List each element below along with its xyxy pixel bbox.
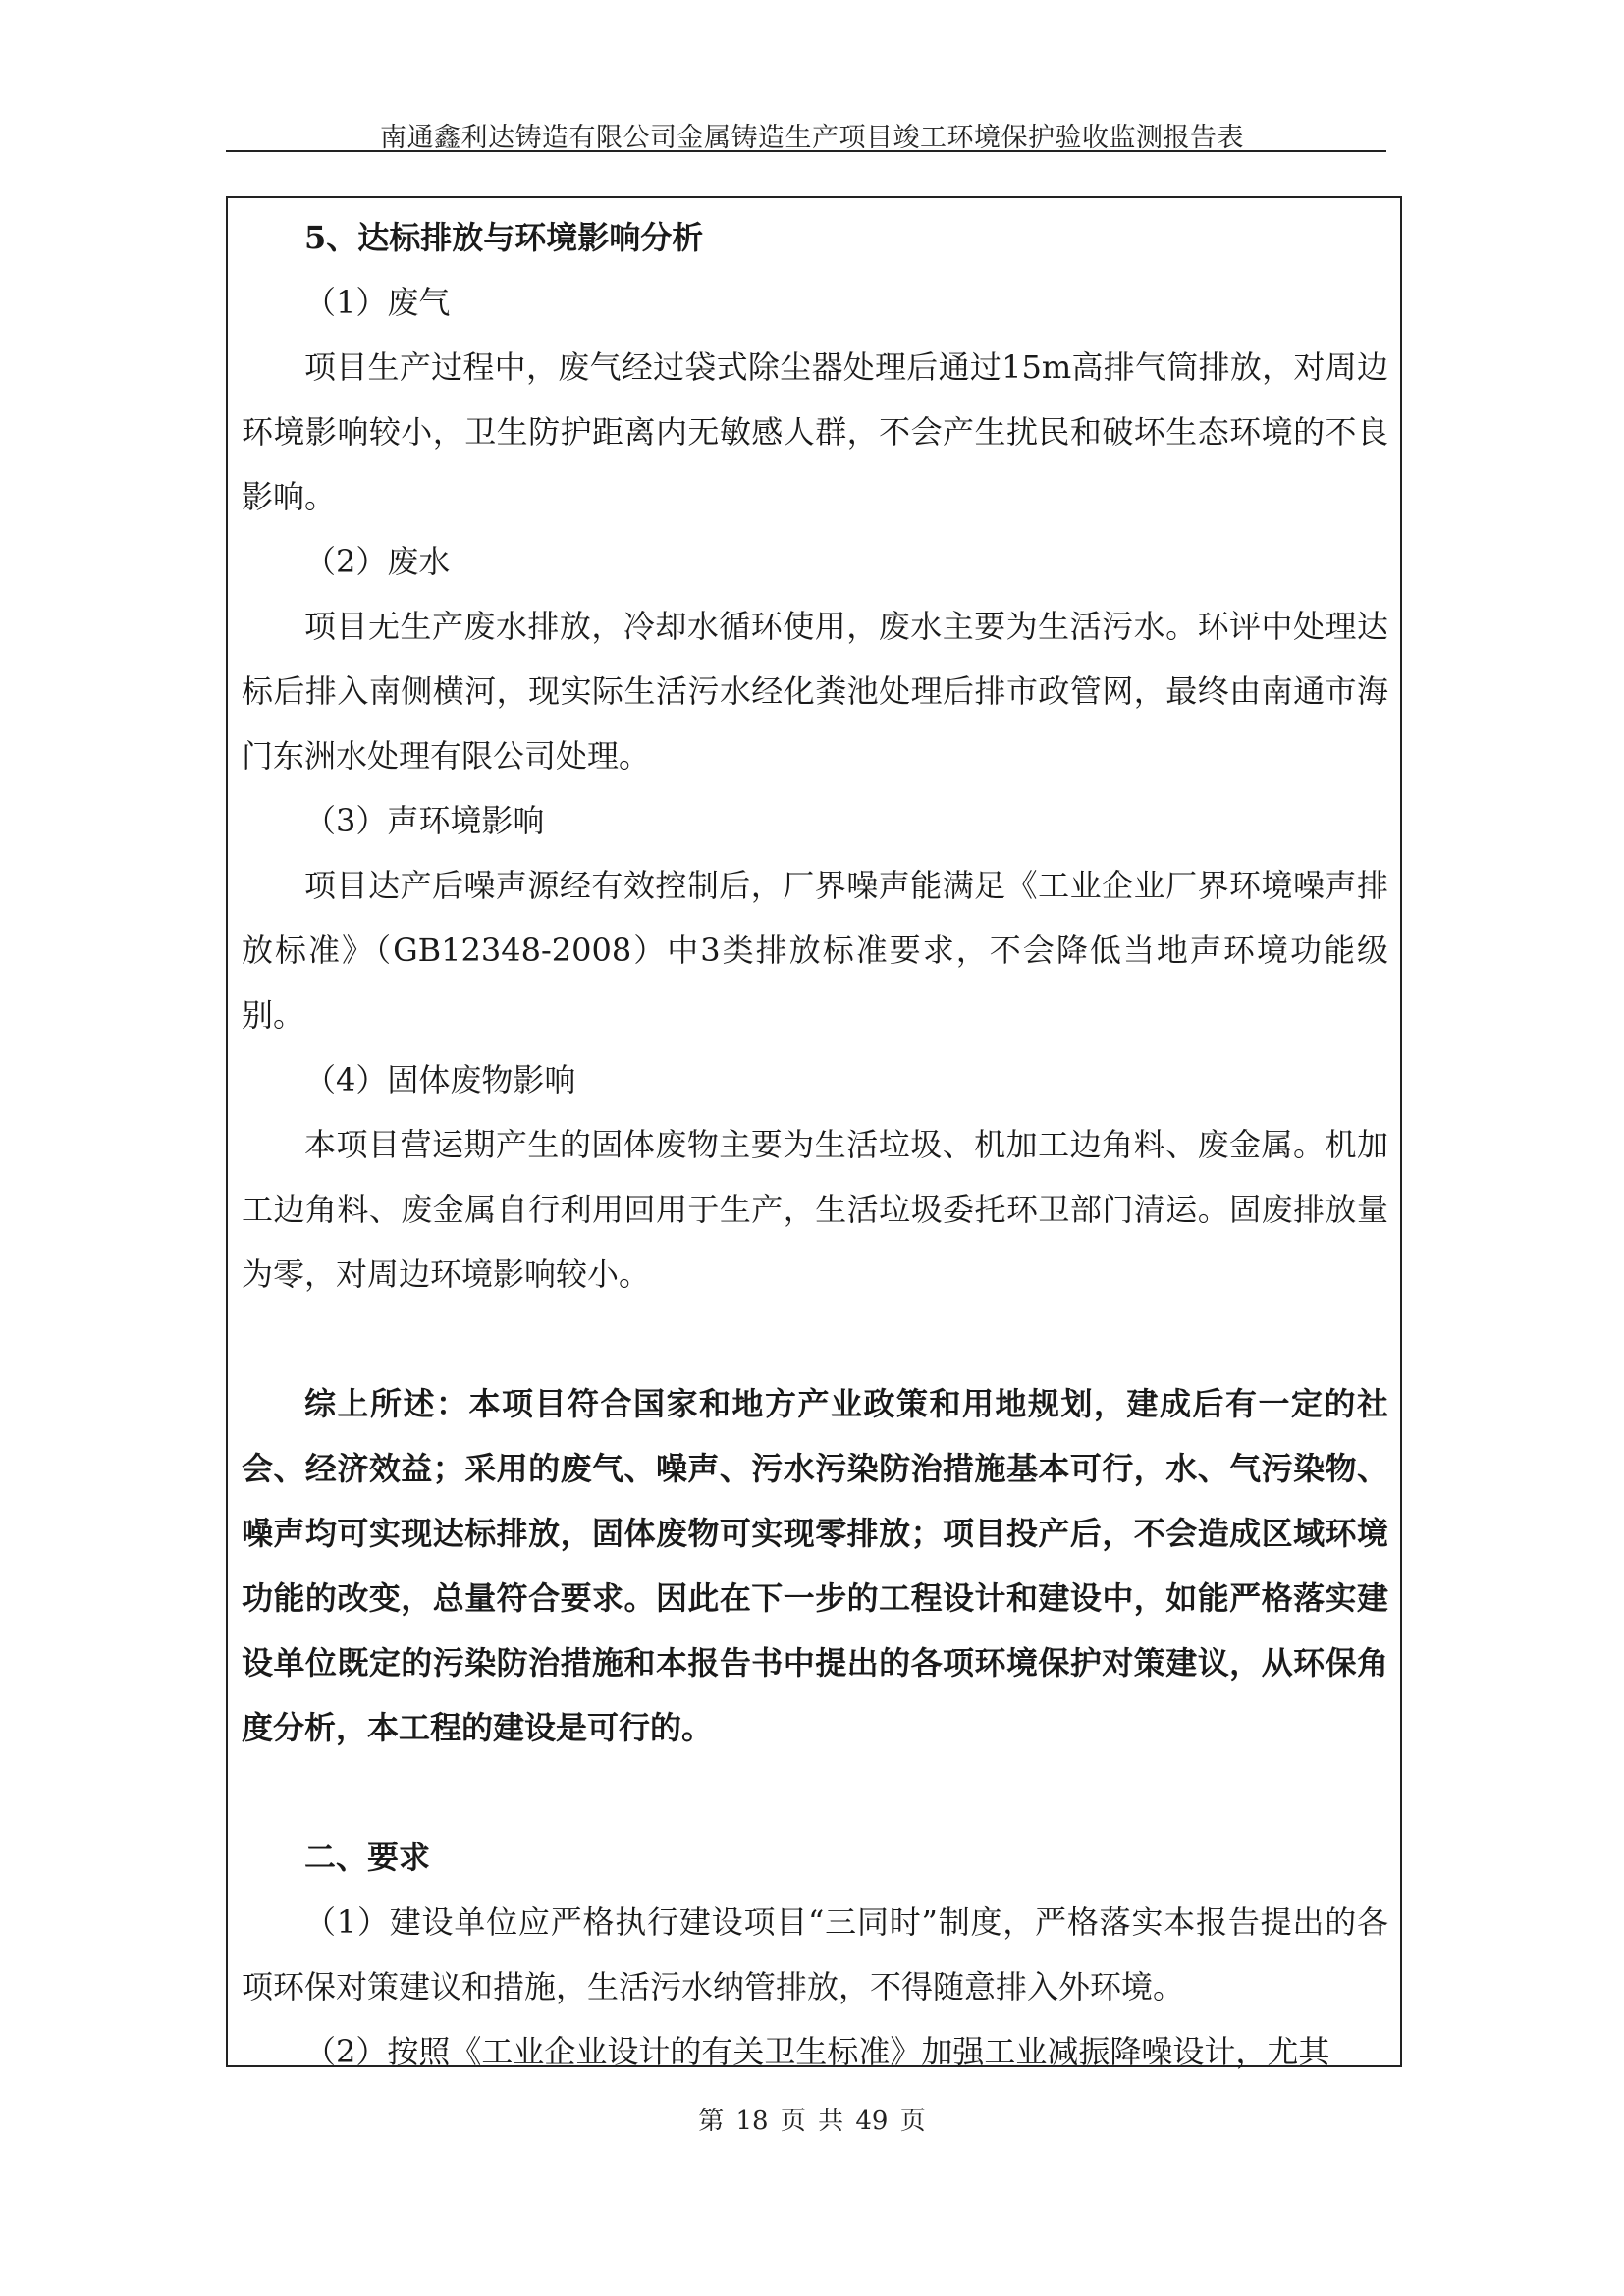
page-number-footer: 第 18 页 共 49 页 <box>698 2107 926 2136</box>
subsection-title-exhaust-gas: （1）废气 <box>304 284 451 321</box>
report-header-title: 南通鑫利达铸造有限公司金属铸造生产项目竣工环境保护验收监测报告表 <box>380 123 1244 153</box>
paragraph-solid-waste: 本项目营运期产生的固体废物主要为生活垃圾、机加工边角料、废金属。机加工边角料、废金属自行利用回用于生产，生活垃圾委托环卫部门清运。固废排放量为零，对周边环境影响较小。 <box>242 1126 1388 1293</box>
subsection-title-noise: （3）声环境影响 <box>304 802 545 839</box>
paragraph-exhaust-gas: 项目生产过程中，废气经过袋式除尘器处理后通过15m高排气筒排放，对周边环境影响较小，卫生防护距离内无敏感人群，不会产生扰民和破坏生态环境的不良影响。 <box>242 348 1388 515</box>
section-heading-requirements: 二、要求 <box>304 1839 431 1876</box>
paragraph-wastewater: 项目无生产废水排放，冷却水循环使用，废水主要为生活污水。环评中处理达标后排入南侧横河，现实际生活污水经化粪池处理后排市政管网，最终由南通市海门东洲水处理有限公司处理。 <box>242 608 1388 774</box>
content-body <box>242 198 1388 2084</box>
requirement-item: （1）建设单位应严格执行建设项目“三同时”制度，严格落实本报告提出的各项环保对策建议和措施，生活污水纳管排放，不得随意排入外环境。 <box>242 1903 1388 2005</box>
subsection-title-wastewater: （2）废水 <box>304 543 451 580</box>
header-divider <box>226 150 1386 152</box>
subsection-title-solid-waste: （4）固体废物影响 <box>304 1061 576 1098</box>
paragraph-conclusion: 综上所述：本项目符合国家和地方产业政策和用地规划，建成后有一定的社会、经济效益；采用的废气、噪声、污水污染防治措施基本可行，水、气污染物、噪声均可实现达标排放，固体废物可实现零排放；项目投产后，不会造成区域环境功能的改变，总量符合要求。因此在下一步的工程设计和建设中，如能严格落实建设单位既定的污染防治措施和本报告书中提出的各项环境保护对策建议，从环保角度分析，本工程的建设是可行的。 <box>242 1385 1388 1746</box>
content-table-cell <box>226 196 1402 2070</box>
section-heading-compliance: 5、达标排放与环境影响分析 <box>304 219 704 256</box>
requirement-item: （2）按照《工业企业设计的有关卫生标准》加强工业减振降噪设计，尤其 <box>304 2033 1330 2070</box>
paragraph-noise: 项目达产后噪声源经有效控制后，厂界噪声能满足《工业企业厂界环境噪声排放标准》（GB12348-2008）中3类排放标准要求，不会降低当地声环境功能级别。 <box>242 867 1388 1034</box>
